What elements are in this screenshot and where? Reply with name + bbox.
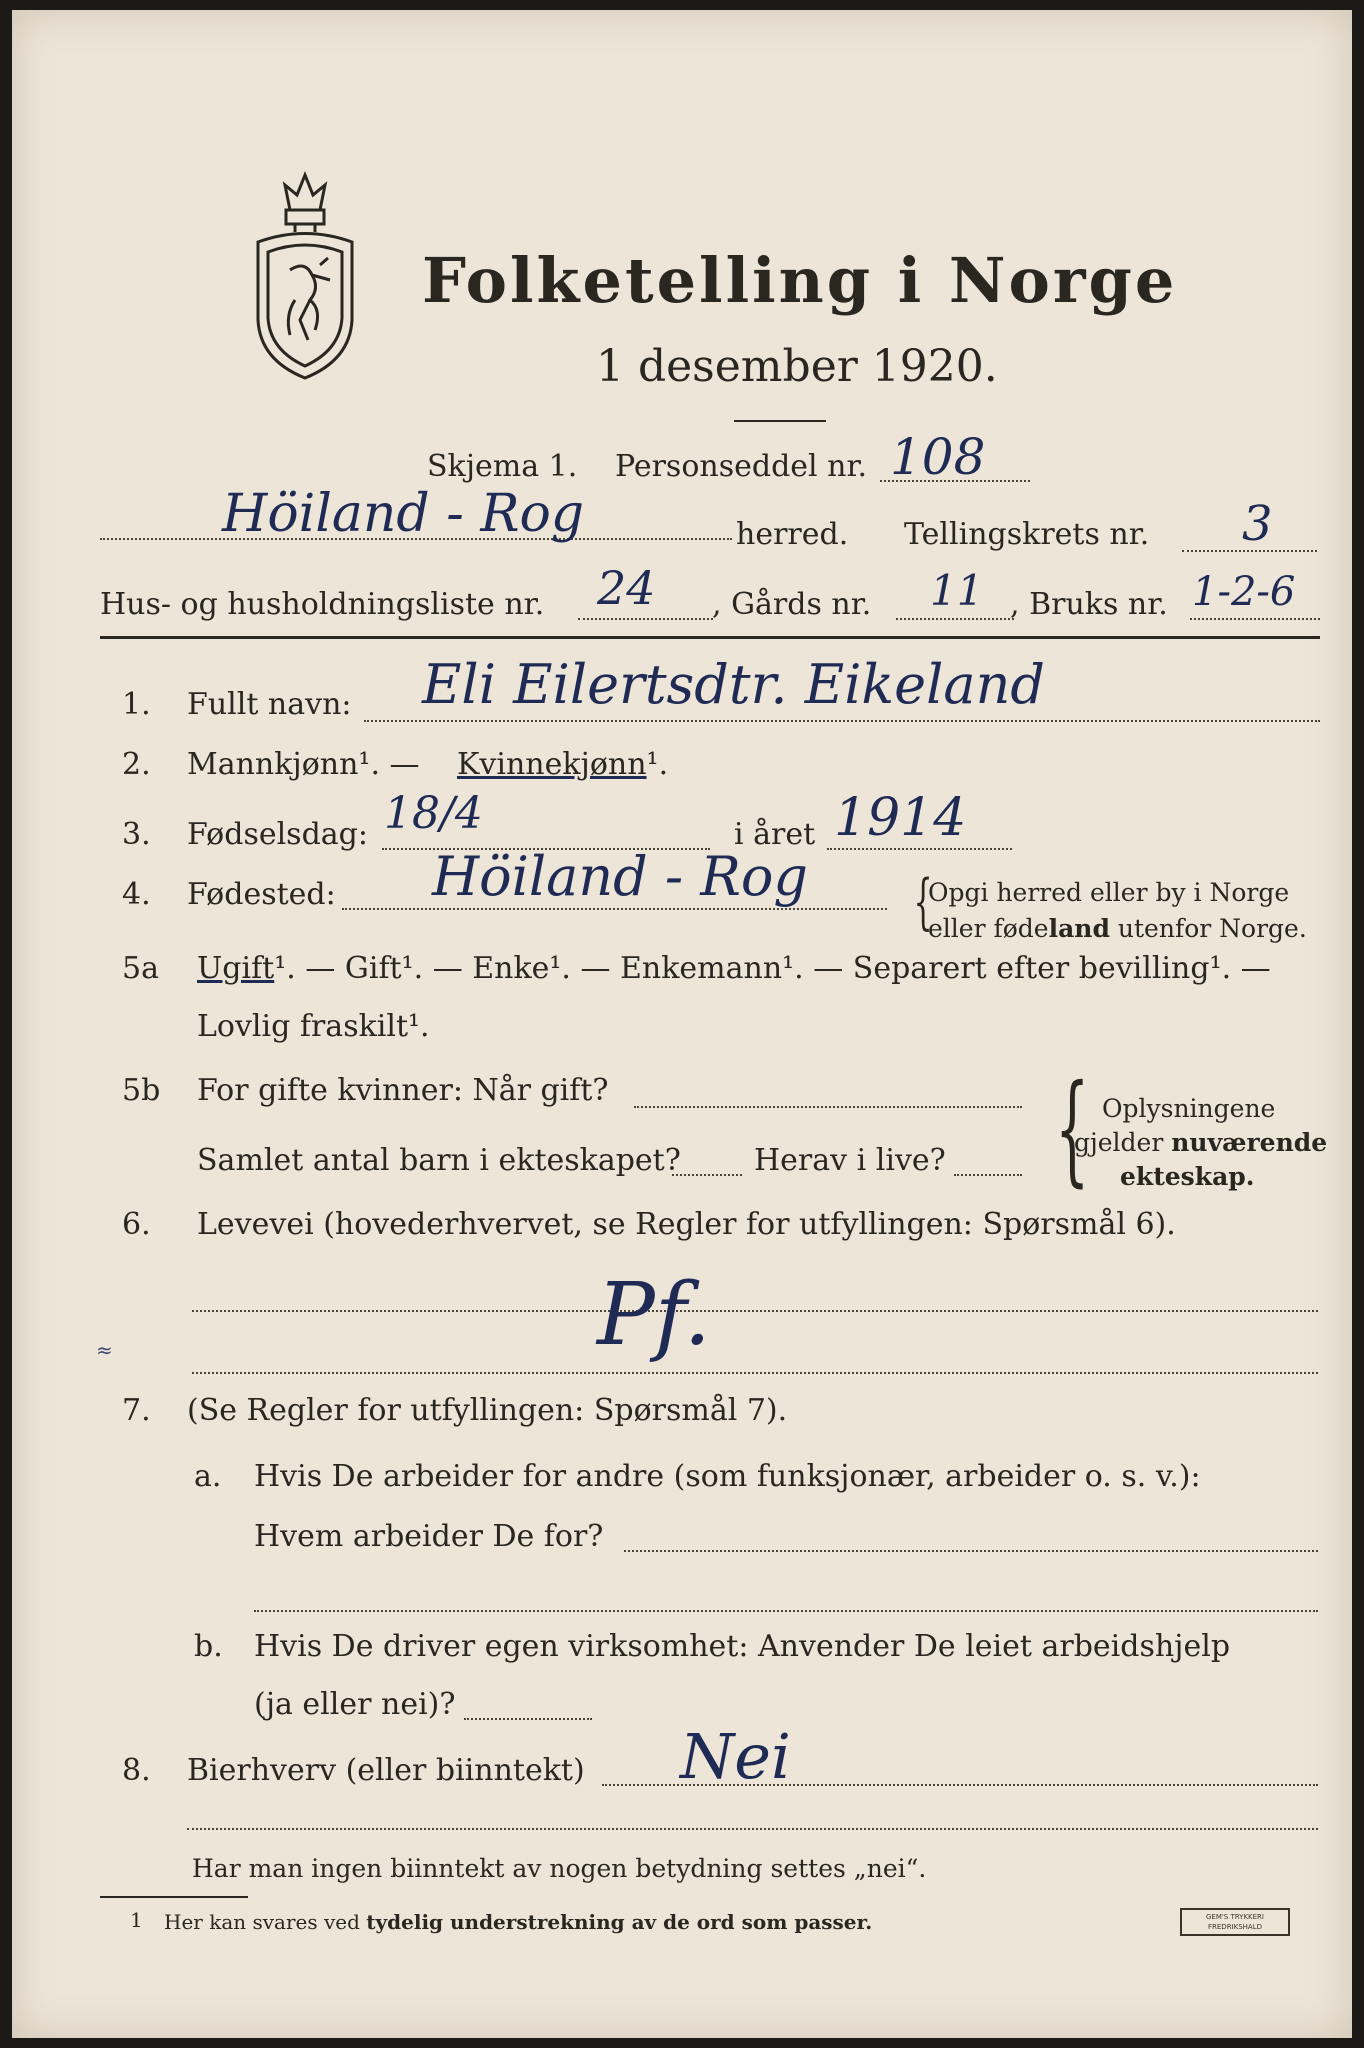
q2-mann: Mannkjønn¹. — xyxy=(187,747,420,782)
herred-label: herred. xyxy=(736,517,849,552)
q5b-label2: Samlet antal barn i ekteskapet? xyxy=(197,1143,681,1178)
gards-value[interactable]: 11 xyxy=(930,566,984,615)
schema-label: Skjema 1. xyxy=(427,449,578,484)
hus-value[interactable]: 24 xyxy=(597,561,656,615)
printer-stamp-text: GEM'S TRYKKERI FREDRIKSHALD xyxy=(1206,1913,1264,1931)
q5b-note2-b: nuværende xyxy=(1171,1128,1328,1157)
census-form-sheet xyxy=(12,10,1352,2038)
form-title: Folketelling i Norge xyxy=(422,244,1178,317)
q4-note-line1: Opgi herred eller by i Norge xyxy=(928,878,1290,907)
q4-note-c: utenfor Norge. xyxy=(1109,914,1307,943)
q7b-line xyxy=(464,1718,592,1720)
q7a-label: Hvis De arbeider for andre (som funksjonær, arbeider o. s. v.): xyxy=(254,1459,1201,1494)
header-divider xyxy=(100,636,1320,639)
q5b-note2 xyxy=(1074,1130,1327,1155)
q7-number: 7. xyxy=(122,1393,151,1428)
norway-lion-crest-icon xyxy=(250,170,360,385)
q7a-line1 xyxy=(624,1550,1318,1552)
q3-number: 3. xyxy=(122,817,151,852)
q5b-label3: Herav i live? xyxy=(754,1143,946,1178)
q5b-line3 xyxy=(954,1174,1022,1176)
q4-note-line2 xyxy=(928,916,1307,941)
q5b-note1: Oplysningene xyxy=(1102,1094,1276,1123)
personseddel-label: Personseddel nr. xyxy=(615,449,868,484)
q5b-note3: ekteskap. xyxy=(1120,1162,1255,1191)
tellingskrets-label: Tellingskrets nr. xyxy=(904,517,1150,552)
q1-line xyxy=(364,720,1320,722)
q8-value[interactable]: Nei xyxy=(680,1720,791,1793)
q8-line2 xyxy=(187,1828,1318,1830)
printer-stamp xyxy=(1180,1908,1290,1936)
footnote-text xyxy=(164,1912,872,1932)
q7b-letter: b. xyxy=(194,1629,223,1664)
q5b-note2-a: gjelder xyxy=(1074,1128,1172,1157)
q5b-brace: { xyxy=(1054,1060,1090,1199)
q2-kvinne xyxy=(457,747,669,782)
q3-year-line xyxy=(827,848,1012,850)
q5a-number: 5a xyxy=(122,951,159,986)
q5a-ugift[interactable]: Ugift xyxy=(197,951,275,986)
q3-year-label: i året xyxy=(734,817,816,852)
q6-label: Levevei (hovederhvervet, se Regler for utfyllingen: Spørsmål 6). xyxy=(197,1207,1176,1242)
q5a-line2: Lovlig fraskilt¹. xyxy=(197,1009,430,1044)
q8-label: Bierhverv (eller biinntekt) xyxy=(187,1753,585,1788)
q6-number: 6. xyxy=(122,1207,151,1242)
q3-value[interactable]: 18/4 xyxy=(384,788,483,839)
footnote-text-a: Her kan svares ved xyxy=(164,1910,367,1934)
bruks-value[interactable]: 1-2-6 xyxy=(1192,569,1296,615)
footnote-mark: 1 xyxy=(130,1908,143,1932)
q4-note-a: eller føde xyxy=(928,914,1049,943)
q3-label: Fødselsdag: xyxy=(187,817,368,852)
herred-value[interactable]: Höiland - Rog xyxy=(222,484,585,544)
q5b-line1 xyxy=(634,1106,1022,1108)
q5a-options xyxy=(197,951,1271,986)
q4-label: Fødested: xyxy=(187,877,336,912)
q4-value[interactable]: Höiland - Rog xyxy=(432,845,808,908)
q4-note-b: land xyxy=(1048,914,1110,943)
personseddel-value[interactable]: 108 xyxy=(890,428,986,486)
hus-line xyxy=(578,618,713,620)
q6-value[interactable]: Pf. xyxy=(597,1265,711,1365)
census-date: 1 desember 1920. xyxy=(596,341,998,392)
q5a-rest: ¹. — Gift¹. — Enke¹. — Enkemann¹. — Separert efter bevilling¹. — xyxy=(274,951,1271,986)
bruks-label: , Bruks nr. xyxy=(1010,587,1168,622)
footnote-text-b: tydelig understrekning av de ord som passer. xyxy=(366,1910,873,1934)
q1-number: 1. xyxy=(122,687,151,722)
q7a-letter: a. xyxy=(194,1459,222,1494)
q6-line1 xyxy=(192,1310,1318,1312)
tellingskrets-value[interactable]: 3 xyxy=(1242,496,1273,552)
footnote-divider xyxy=(100,1896,248,1898)
q1-value[interactable]: Eli Eilertsdtr. Eikeland xyxy=(422,653,1045,716)
q5b-number: 5b xyxy=(122,1073,161,1108)
bruks-line xyxy=(1190,618,1320,620)
q8-number: 8. xyxy=(122,1753,151,1788)
q8-note: Har man ingen biinntekt av nogen betydning settes „nei“. xyxy=(192,1854,927,1883)
q4-brace: { xyxy=(913,867,933,937)
q1-label: Fullt navn: xyxy=(187,687,352,722)
q7b-label: Hvis De driver egen virksomhet: Anvender De leiet arbeidshjelp xyxy=(254,1629,1231,1664)
q3-year-value[interactable]: 1914 xyxy=(834,788,967,848)
q4-line xyxy=(342,908,887,910)
title-divider xyxy=(734,420,826,422)
q6-line2 xyxy=(192,1372,1318,1374)
gards-label: , Gårds nr. xyxy=(712,587,872,622)
hus-label: Hus- og husholdningsliste nr. xyxy=(100,587,545,622)
q7-label: (Se Regler for utfyllingen: Spørsmål 7). xyxy=(187,1393,788,1428)
q5b-label1: For gifte kvinner: Når gift? xyxy=(197,1073,609,1108)
q7b-sub: (ja eller nei)? xyxy=(254,1687,456,1722)
q5b-line2 xyxy=(672,1174,742,1176)
q7a-line2 xyxy=(254,1610,1318,1612)
q7a-sub: Hvem arbeider De for? xyxy=(254,1519,604,1554)
q2-number: 2. xyxy=(122,747,151,782)
margin-mark: ≈ xyxy=(96,1338,113,1362)
q2-kvinne-sup: ¹. xyxy=(646,747,669,782)
q2-kvinne-text[interactable]: Kvinnekjønn xyxy=(457,747,647,782)
q4-number: 4. xyxy=(122,877,151,912)
gards-line xyxy=(896,618,1014,620)
